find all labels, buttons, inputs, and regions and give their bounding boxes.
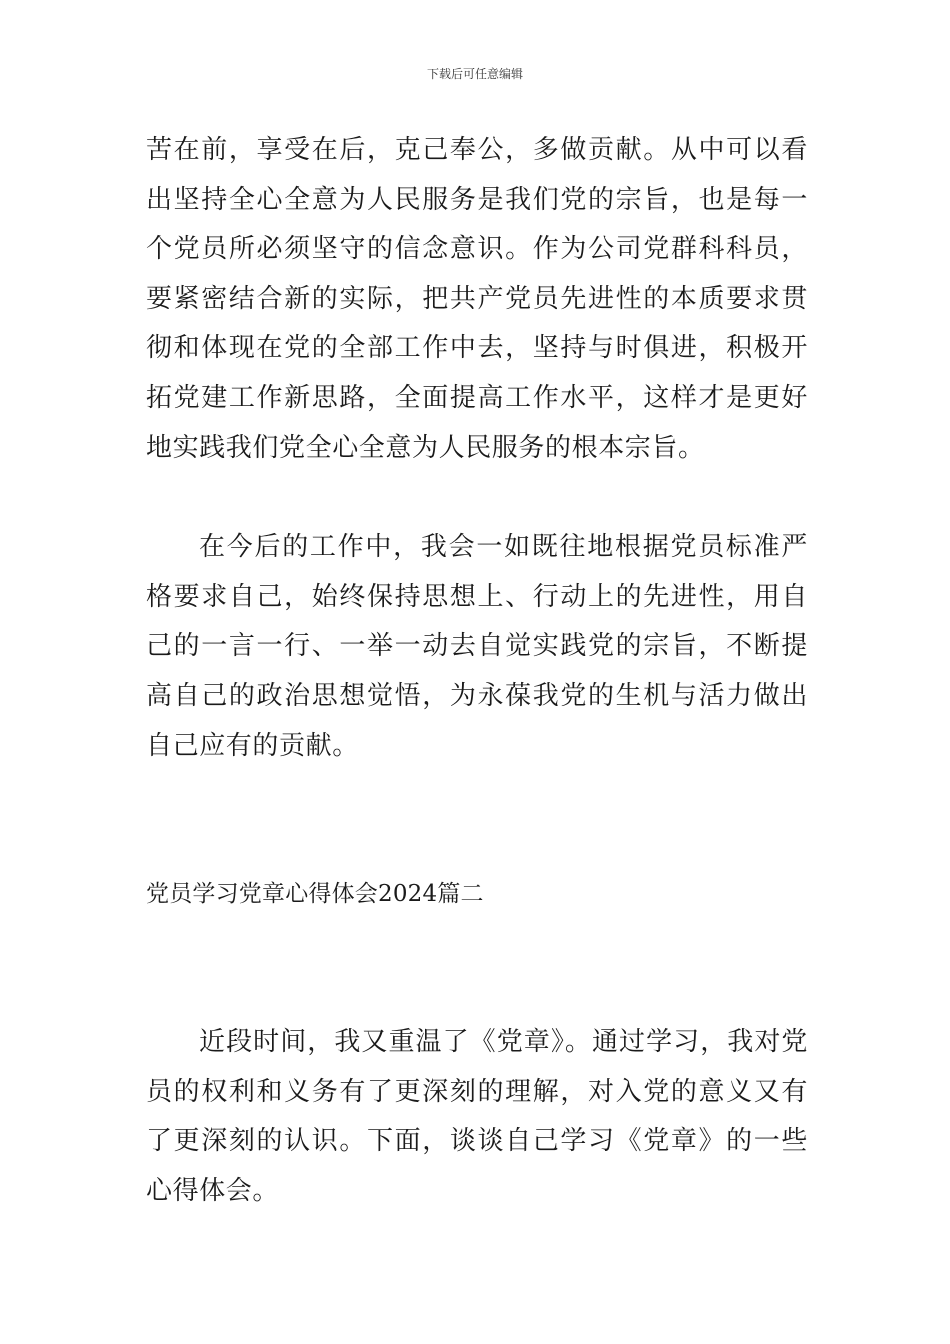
page-header: 下载后可任意编辑 bbox=[426, 67, 523, 81]
paragraph-commitment: 在今后的工作中，我会一如既往地根据党员标准严格要求自己，始终保持思想上、行动上的先进性，用自己的一言一行、一举一动去自觉实践党的宗旨，不断提高自己的政治思想觉悟，为永葆我党的生机与活力做出自己应有的贡献。 bbox=[146, 532, 808, 761]
section-heading: 党员学习党章心得体会2024篇二 bbox=[146, 881, 484, 908]
paragraph-intro: 近段时间，我又重温了《党章》。通过学习，我对党员的权利和义务有了更深刻的理解，对入党的意义又有了更深刻的认识。下面，谈谈自己学习《党章》的一些心得体会。 bbox=[146, 1027, 808, 1206]
document-body bbox=[146, 126, 808, 1217]
paragraph-continuation: 苦在前，享受在后，克己奉公，多做贡献。从中可以看出坚持全心全意为人民服务是我们党的宗旨，也是每一个党员所必须坚守的信念意识。作为公司党群科科员，要紧密结合新的实际，把共产党员先进性的本质要求贯彻和体现在党的全部工作中去，坚持与时俱进，积极开拓党建工作新思路，全面提高工作水平，这样才是更好地实践我们党全心全意为人民服务的根本宗旨。 bbox=[146, 135, 808, 463]
